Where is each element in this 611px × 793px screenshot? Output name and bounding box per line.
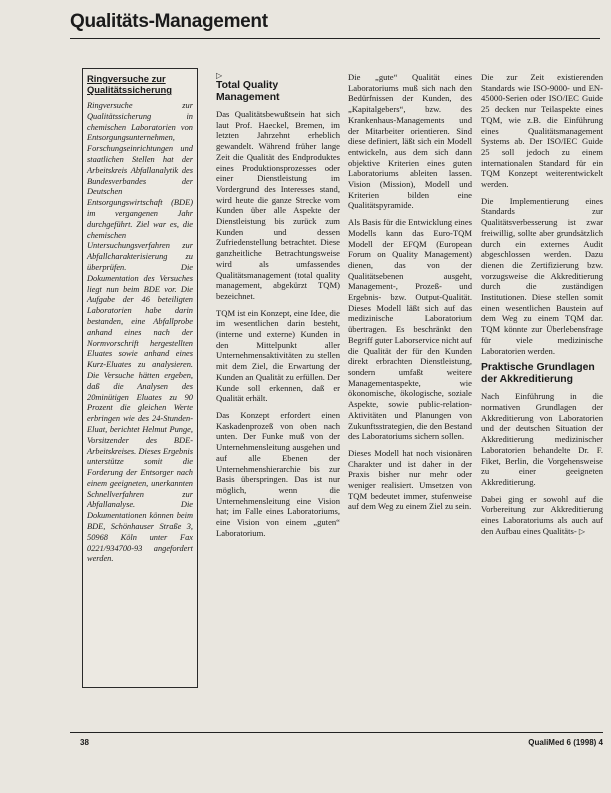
paragraph: Als Basis für die Entwicklung eines Modells kann das Euro-TQM Modell der EFQM (European Forum on Quality Management) dienen, das von der Qualitätsebenen ausgeht, Management-, Prozeß- und Ergebnis- bzw. Output-Qualität. Dieses Modell läßt sich auf das medizinische Laboratorium übertragen. Es beschränkt den Begriff guter Laborservice nicht auf die Qualität der für den Kunden direkt erbrachten Dienstleistung, sondern umfaßt weitere Managementaspekte, wie ökonomische, ökologische, soziale Aspekte, sowie public-relation-Aktivitäten und Planungen von Zukunftsstrategien, die den Bestand des Laboratoriums sichern sollen. (348, 217, 472, 442)
paragraph: Die „gute“ Qualität eines Laboratoriums muß sich nach den Bedürfnissen der Kunden, des „Kapitalgebers“, bzw. des Krankenhaus-Managements und der Mitarbeiter orientieren. Sind diese definiert, läßt sich ein Modell entwickeln, aus dem sich dann objektive Kriterien eines guten Laboratoriums ableiten lassen. Vision (Mission), Modell und Kriterien bilden eine Qualitätspyramide. (348, 72, 472, 211)
paragraph: Nach Einführung in die normativen Grundlagen der Akkreditierung von Laboratorien und der deutschen Situation der Akkreditierung medizinischer Laboratorien behandelte Dr. F. Fiket, Berlin, die Vorgehensweise zu einer geeigneten Akkreditierung. (481, 391, 603, 487)
paragraph: Dieses Modell hat noch visionären Charakter und ist daher in der Praxis bisher nur mehr oder weniger realisiert. Umsetzen von TQM bedeutet immer, stufenweise auf dem Weg zu einem Ziel zu sein. (348, 447, 472, 512)
page-footer (70, 732, 603, 750)
section-heading: Praktische Grundlagen der Akkreditierung (481, 362, 595, 385)
article-column-2 (348, 72, 472, 518)
paragraph: TQM ist ein Konzept, eine Idee, die im wesentlichen darin besteht, (interne und externe) Kunden in den Mittelpunkt aller Unternehmensaktivitäten zu stellen mit dem Ziel, die Erwartung der Kunden an Qualität zu erfüllen. Der Kunde soll erkennen, daß er Qualität erhält. (216, 307, 340, 404)
paragraph: Das Konzept erfordert einen Kaskadenprozeß von oben nach unten. Der Funke muß von der Unternehmensleitung ausgehen und auf alle Ebenen der Unternehmenshierarchie bis zur Basis überspringen. Das ist nur möglich, wenn die Unternehmensleitung eine Vision hat; im Falle eines Laboratoriums, eine Vision von einem „guten“ Laboratorium. (216, 409, 340, 538)
page-number: 38 (80, 738, 89, 747)
article-column-3 (481, 72, 603, 543)
journal-citation: QualiMed 6 (1998) 4 (528, 738, 603, 747)
sidebar-text: Ringversuche zur Qualitätssicherung in chemischen Laboratorien von Entsorgungsunternehmen, Forschungseinrichtungen und staatlichen Stellen hat der Arbeitskreis Abfallanalytik des Bundesverbandes der Deutschen Entsorgungswirtschaft (BDE) im vergangenen Jahr durchgeführt. Ziel war es, die chemischen Untersuchungsverfahren zur Abfallcharakterisierung zu überprüfen. Die Dokumentation des Versuches liegt nun beim BDE vor. Die Aufgabe der 46 beteiligten Laboratorien habe darin bestanden, eine Abfallprobe anhand eines nach der Normvorschrift hergestellten Eluates sowie anhand eines Kurz-Eluates zu analysieren. Die Versuche hätten ergeben, daß die Analysen des 20minütigen Eluates zu 90 Prozent die gleichen Werte erbringen wie des 24-Stunden-Eluat, berichtet Helmut Punge, Vorsitzender des BDE-Arbeitskreises. Dieses Ergebnis unterstütze somit die Forderung der Entsorger nach einem geeigneten, unerkannten Schnellverfahren zur Abfallanalyse. Die Dokumentationen können beim BDE, Schönhauser Straße 3, 50968 Köln unter Fax 0221/934700-93 angefordert werden. (87, 101, 193, 564)
article-column-1 (216, 72, 340, 544)
paragraph: Das Qualitätsbewußtsein hat sich laut Prof. Haeckel, Bremen, im letzten Jahrzehnt erheblich gewandelt. Während früher lange Zeit die Qualität des Endproduktes eines Produktionsprozesses oder einer Dienstleistung im Vordergrund des Interesses stand, wird heute die ganze Strecke vom Kunden über alle Aspekte der Dienstleistung bis zurück zum Kunden und dessen Zufriedenstellung betrachtet. Diese ganzheitliche Betrachtungsweise wird als umfassendes Qualitätsmanagement (total quality management, abgekürzt TQM) bezeichnet. (216, 109, 340, 301)
paragraph (481, 494, 603, 538)
article-heading: Total Quality Management (216, 80, 280, 103)
sidebar-title: Ringversuche zur Qualitätssicherung (87, 73, 172, 95)
sidebar-box (82, 68, 198, 688)
continue-arrow-icon: ▷ (578, 526, 586, 536)
footer-rule (70, 732, 603, 733)
page-title: Qualitäts-Management (70, 11, 268, 32)
page-header (70, 10, 600, 40)
paragraph-text: Dabei ging er sowohl auf die Vorbereitung zur Akkreditierung eines Laboratoriums als auch auf den Aufbau eines Qualitäts- (481, 493, 603, 536)
paragraph: Die zur Zeit existierenden Standards wie ISO-9000- und EN-45000-Serien oder ISO/IEC Guide 25 decken nur Teilaspekte eines TQM, wie z.B. die Einführung eines Qualitätsmanagement Systems ab. Der ISO/IEC Guide 25 soll jedoch zu einem internationalen Standard für ein TQM Konzept weiterentwickelt werden. (481, 72, 603, 190)
continue-arrow-icon: ▷ (216, 72, 223, 80)
header-rule (70, 38, 600, 39)
paragraph: Die Implementierung eines Standards zur Qualitätsverbesserung ist zwar freiwillig, sollte aber grundsätzlich durch ein externes Audit abgeschlossen werden. Dazu dienen die Zertifizierung bzw. vorzugsweise die Akkreditierung durch die zuständigen Institutionen. Diese stellen somit einen wesentlichen Baustein auf dem Weg zu einem TQM dar. TQM könnte zur Überlebensfrage für viele medizinische Laboratorien werden. (481, 195, 603, 356)
